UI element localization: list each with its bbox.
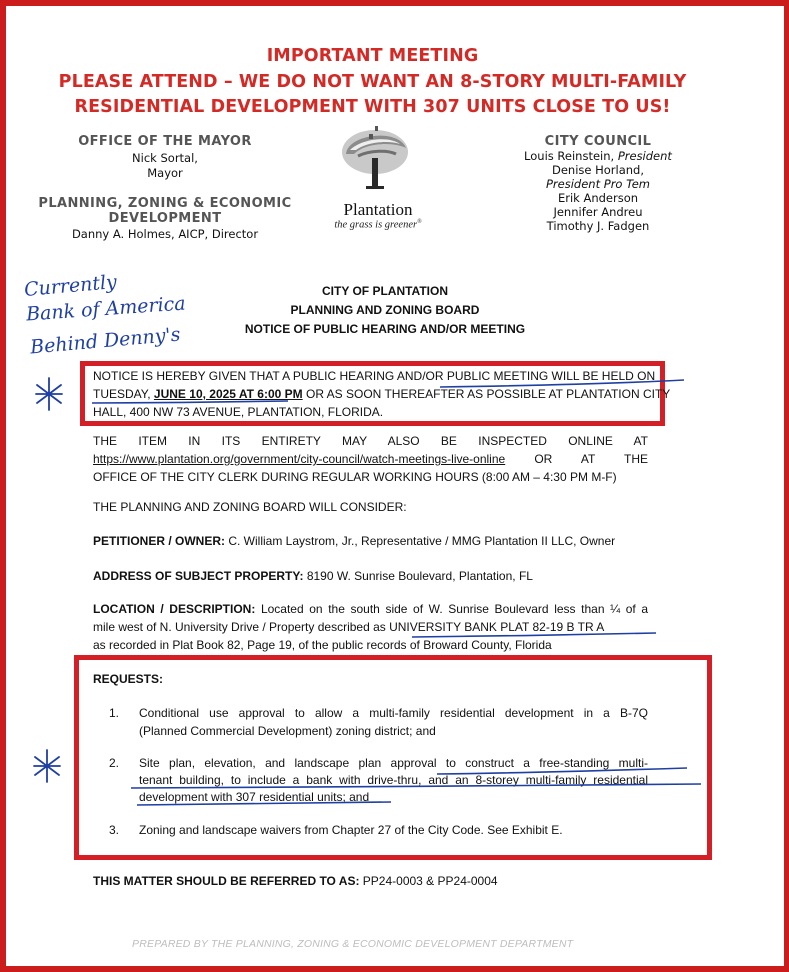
mayor-office-title: OFFICE OF THE MAYOR [78,134,252,149]
request-2-line-3: development with 307 residential units; and [139,790,370,804]
board-title-line-2: PLANNING AND ZONING BOARD [290,303,480,317]
petitioner-line: PETITIONER / OWNER: C. William Laystrom, Jr., Representative / MMG Plantation II LLC, Owner [93,534,616,548]
council-member: Louis Reinstein, President [524,149,672,163]
handwritten-note-line-1: Currently [23,270,118,302]
handwritten-asterisk-icon [32,748,62,784]
council-title: CITY COUNCIL [544,134,652,149]
planning-office-title: PLANNING, ZONING & ECONOMIC [38,196,292,211]
notice-line-2: TUESDAY, JUNE 10, 2025 AT 6:00 PM OR AS SOON THEREAFTER AS POSSIBLE AT PLANTATION CITY [93,387,671,401]
ink-underline [410,630,660,642]
headline-line-2: PLEASE ATTEND – WE DO NOT WANT AN 8-STORY MULTI-FAMILY [58,72,687,92]
logo-name: Plantation [343,200,413,219]
inspection-line-1: THE ITEM IN ITS ENTIRETY MAY ALSO BE INSPECTED ONLINE AT [93,434,648,448]
location-line-1: LOCATION / DESCRIPTION: Located on the south side of W. Sunrise Boulevard less than ¼ of a [93,602,648,616]
planning-director: Danny A. Holmes, AICP, Director [71,227,259,241]
mayor-role: Mayor [147,166,183,180]
handwritten-note-line-2: Bank of America [25,292,187,326]
council-member: Denise Horland, [551,163,645,177]
request-1-line-2: (Planned Commercial Development) zoning district; and [139,724,436,738]
request-number: 2. [109,756,120,770]
address-line: ADDRESS OF SUBJECT PROPERTY: 8190 W. Sunrise Boulevard, Plantation, FL [93,569,533,583]
headline-line-3: RESIDENTIAL DEVELOPMENT WITH 307 UNITS CLOSE TO US! [74,97,671,117]
request-2-line-1: Site plan, elevation, and landscape plan approval to construct a free-standing multi- [139,756,648,770]
request-number: 3. [109,823,120,837]
inspection-line-3: OFFICE OF THE CITY CLERK DURING REGULAR WORKING HOURS (8:00 AM – 4:30 PM M-F) [93,470,617,484]
handwritten-note-line-3: Behind Denny's [29,323,182,359]
notice-line-3: HALL, 400 NW 73 AVENUE, PLANTATION, FLORIDA. [93,405,384,419]
footer-prepared-by: PREPARED BY THE PLANNING, ZONING & ECONOMIC DEVELOPMENT DEPARTMENT [132,938,574,950]
council-member: Jennifer Andreu [553,205,643,219]
handwritten-asterisk-icon [34,376,64,412]
planning-office-title-2: DEVELOPMENT [108,211,222,226]
headline-line-1: IMPORTANT MEETING [266,46,479,66]
logo-tagline: the grass is greener® [334,219,422,231]
meetings-link[interactable]: https://www.plantation.org/government/city-council/watch-meetings-live-online [93,452,506,466]
location-line-2: mile west of N. University Drive / Property described as UNIVERSITY BANK PLAT 82-19 B TR A [93,620,605,634]
consider-line: THE PLANNING AND ZONING BOARD WILL CONSIDER: [93,500,407,514]
request-3-line-1: Zoning and landscape waivers from Chapter 27 of the City Code. See Exhibit E. [139,823,563,837]
council-member: Erik Anderson [557,191,639,205]
request-1-line-1: Conditional use approval to allow a multi-family residential development in a B-7Q [139,706,648,720]
board-title-line-1: CITY OF PLANTATION [322,284,448,298]
request-number: 1. [109,706,120,720]
referral-line: THIS MATTER SHOULD BE REFERRED TO AS: PP24-0003 & PP24-0004 [93,874,498,888]
board-title-line-3: NOTICE OF PUBLIC HEARING AND/OR MEETING [244,322,526,336]
ink-underline [88,374,688,408]
requests-title: REQUESTS: [93,672,164,686]
notice-line-1: NOTICE IS HEREBY GIVEN THAT A PUBLIC HEARING AND/OR PUBLIC MEETING WILL BE HELD ON [93,369,656,383]
council-member: Timothy J. Fadgen [546,219,650,233]
location-line-3: as recorded in Plat Book 82, Page 19, of the public records of Broward County, Florida [93,638,552,652]
ink-underline [125,762,705,808]
request-2-line-2: tenant building, to include a bank with drive-thru, and an 8-storey multi-family residential [139,773,648,787]
mayor-name: Nick Sortal, [132,151,198,165]
plantation-logo-icon [336,120,414,192]
inspection-line-2: https://www.plantation.org/government/city-council/watch-meetings-live-online OR AT THE [93,452,648,466]
council-member-role: President Pro Tem [546,177,650,191]
